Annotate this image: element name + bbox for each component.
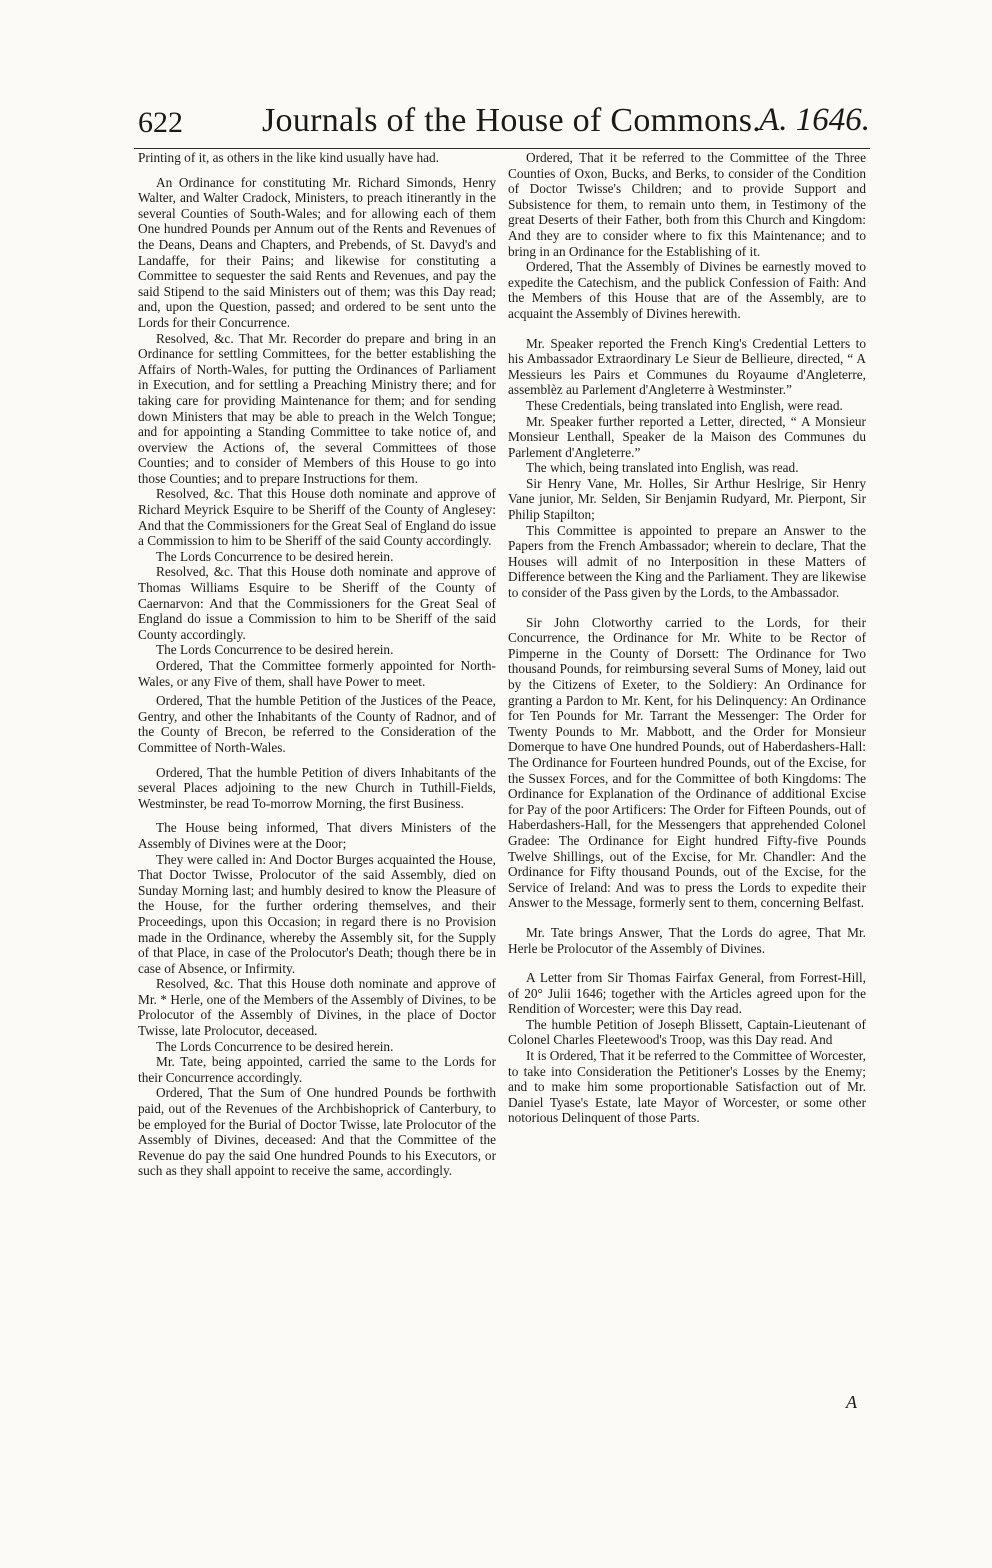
paragraph: The humble Petition of Joseph Blissett, Captain-Lieutenant of Colonel Charles Fleetewood's Troop, was this Day read. And (508, 1016, 866, 1048)
paragraph: Ordered, That it be referred to the Committee of the Three Counties of Oxon, Bucks, and Berks, to consider of the Condition of Doctor Twisse's Children; and to provide Support and Subsistence for them, to remain unto them, in Testimony of the great Deserts of their Father, both from this Church and Kingdom: And they are to consider where to fix this Maintenance; and to bring in an Ordinance for the Establishing of it. (508, 150, 866, 259)
running-title: Journals of the House of Commons. (262, 102, 762, 139)
paragraph: Sir John Clotworthy carried to the Lords, for their Concurrence, the Ordinance for Mr. White to be Rector of Pimperne in the County of Dorsett: The Ordinance for Two thousand Pounds, for reimbursing several Sums of Money, laid out by the Citizens of Exeter, to the Soldiery: An Ordinance for granting a Pardon to Mr. Kent, for his Delinquency: An Ordinance for Ten Pounds for Mr. Tarrant the Messenger: The Order for Twenty Pounds to Mr. Mabbott, and the Order for Monsieur Domerque to have One hundred Pounds, out of Haberdashers-Hall: The Ordinance for Fourteen hundred Pounds, out of the Excise, for the Sussex Forces, and for the Committee of both Kingdoms: The Ordinance for Explanation of the Ordinance of additional Excise for Pay of the poor Artificers: The Order for Fifteen Pounds, out of Haberdashers-Hall, for the Messengers that apprehended Colonel Gradee: The Ordinance for Eight hundred Fifty-five Pounds Twelve Shillings, out of the Excise, for Mr. Chandler: And the Ordinance for Fifty thousand Pounds, out of the Excise, for the Service of Ireland: And was to press the Lords to expedite their Answer to the Message, formerly sent to them, concerning Belfast. (508, 614, 866, 911)
paragraph: Mr. Tate, being appointed, carried the same to the Lords for their Concurrence accordingly. (138, 1054, 496, 1085)
paragraph: Mr. Speaker reported the French King's Credential Letters to his Ambassador Extraordinary Le Sieur de Bellieure, directed, “ A Messieurs les Pairs et Communes du Royaume d'Angleterre, assemblèz au Parlement d'Angleterre à Westminster.” (508, 335, 866, 398)
paragraph: They were called in: And Doctor Burges acquainted the House, That Doctor Twisse, Prolocutor of the said Assembly, died on Sunday Morning last; and humbly desired to know the Pleasure of the House, for the further ordering themselves, and their Proceedings, upon this Occasion; in regard there is no Provision made in the Ordinance, whereby the Assembly sit, for the Supply of that Place, in case of the Prolocutor's Death; though there be in case of Absence, or Infirmity. (138, 851, 496, 976)
paragraph: Resolved, &c. That this House doth nominate and approve of Mr. * Herle, one of the Members of the Assembly of Divines, to be Prolocutor of the Assembly of Divines, in the place of Doctor Twisse, late Prolocutor, deceased. (138, 976, 496, 1039)
paragraph: Printing of it, as others in the like kind usually have had. (138, 150, 439, 165)
page-number: 622 (138, 106, 183, 139)
paragraph: The Lords Concurrence to be desired herein. (156, 548, 394, 564)
paragraph: Resolved, &c. That this House doth nominate and approve of Richard Meyrick Esquire to be Sheriff of the County of Anglesey: And that the Commissioners for the Great Seal of England do issue a Commission to him to be Sheriff of the said County accordingly. (138, 486, 496, 549)
paragraph: The Lords Concurrence to be desired herein. (156, 1038, 394, 1054)
paragraph: The House being informed, That divers Ministers of the Assembly of Divines were at the Door; (138, 820, 496, 851)
paragraph: It is Ordered, That it be referred to the Committee of Worcester, to take into Consideration the Petitioner's Losses by the Enemy; and to make him some proportionable Satisfaction out of Mr. Daniel Tyase's Estate, late Mayor of Worcester, or some other notorious Delinquent of those Parts. (508, 1048, 866, 1126)
paragraph: Sir Henry Vane, Mr. Holles, Sir Arthur Heslrige, Sir Henry Vane junior, Mr. Selden, Sir Benjamin Rudyard, Mr. Pierpont, Sir Philip Stapilton; (508, 475, 866, 523)
paragraph: This Committee is appointed to prepare an Answer to the Papers from the French Ambassador; wherein to declare, That the Houses will admit of no Interposition in these Matters of Difference between the King and the Parliament. They are likewise to consider of the Pass given by the Lords, to the Ambassador. (508, 522, 866, 601)
running-header (134, 102, 870, 149)
paragraph: Ordered, That the humble Petition of the Justices of the Peace, Gentry, and other the Inhabitants of the County of Radnor, and of the County of Brecon, be referred to the Consideration of the Committee of North-Wales. (138, 693, 496, 755)
paragraph: An Ordinance for constituting Mr. Richard Simonds, Henry Walter, and Walter Cradock, Ministers, to preach itinerantly in the several Counties of South-Wales; and for allowing each of them One hundred Pounds per Annum out of the Rents and Revenues of the Deans, Deans and Chapters, and Prebends, of St. Davyd's and Landaffe, for their Pains; and likewise for constituting a Committee to sequester the said Rents and Revenues, and pay the said Stipend to the said Ministers out of them; was this Day read; and, upon the Question, passed; and ordered to be sent unto the Lords for their Concurrence. (138, 174, 496, 330)
paragraph: Resolved, &c. That this House doth nominate and approve of Thomas Williams Esquire to be Sheriff of the County of Caernarvon: And that the Commissioners for the Great Seal of England do issue a Commission to him to be Sheriff of the said County accordingly. (138, 564, 496, 642)
paragraph: The Lords Concurrence to be desired herein. (156, 642, 394, 658)
left-column (138, 150, 496, 1179)
paragraph: These Credentials, being translated into English, were read. (526, 397, 843, 413)
paragraph: Mr. Tate brings Answer, That the Lords do agree, That Mr. Herle be Prolocutor of the Assembly of Divines. (508, 924, 866, 956)
paragraph: Ordered, That the humble Petition of divers Inhabitants of the several Places adjoining to the new Church in Tuthill-Fields, Westminster, be read To-morrow Morning, the first Business. (138, 764, 496, 811)
paragraph: Resolved, &c. That Mr. Recorder do prepare and bring in an Ordinance for settling Committees, for the better establishing the Affairs of North-Wales, for putting the Ordinances of Parliament in Execution, and for settling a Preaching Ministry there; and for taking care for providing Maintenance for them; and for sending down Ministers that may be able to preach in the Welch Tongue; and for appointing a Standing Committee to take notice of, and overview the Actions of, the several Committees of those Counties; and to consider of Members of this House to go into those Counties; and to prepare Instructions for them. (138, 330, 496, 486)
catchword: A (846, 1392, 857, 1412)
paragraph: Mr. Speaker further reported a Letter, directed, “ A Monsieur Monsieur Lenthall, Speaker de la Maison des Communes du Parlement d'Angleterre.” (508, 413, 866, 460)
paragraph: Ordered, That the Assembly of Divines be earnestly moved to expedite the Catechism, and the publick Confession of Faith: And the Members of this House that are of the Assembly, are to acquaint the Assembly of Divines herewith. (508, 259, 866, 321)
paragraph: Ordered, That the Committee formerly appointed for North-Wales, or any Five of them, shall have Power to meet. (138, 658, 496, 689)
right-column (508, 150, 866, 1126)
paragraph: Ordered, That the Sum of One hundred Pounds be forthwith paid, out of the Revenues of the Archbishoprick of Canterbury, to be employed for the Burial of Doctor Twisse, late Prolocutor of the Assembly of Divines, deceased: And that the Committee of the Revenue do pay the said One hundred Pounds to his Executors, or such as they shall appoint to receive the same, accordingly. (138, 1085, 496, 1179)
paragraph: A Letter from Sir Thomas Fairfax General, from Forrest-Hill, of 20° Julii 1646; together with the Articles agreed upon for the Rendition of Worcester; were this Day read. (508, 970, 866, 1017)
paragraph: The which, being translated into English, was read. (526, 460, 799, 476)
running-year: A. 1646. (759, 102, 870, 138)
